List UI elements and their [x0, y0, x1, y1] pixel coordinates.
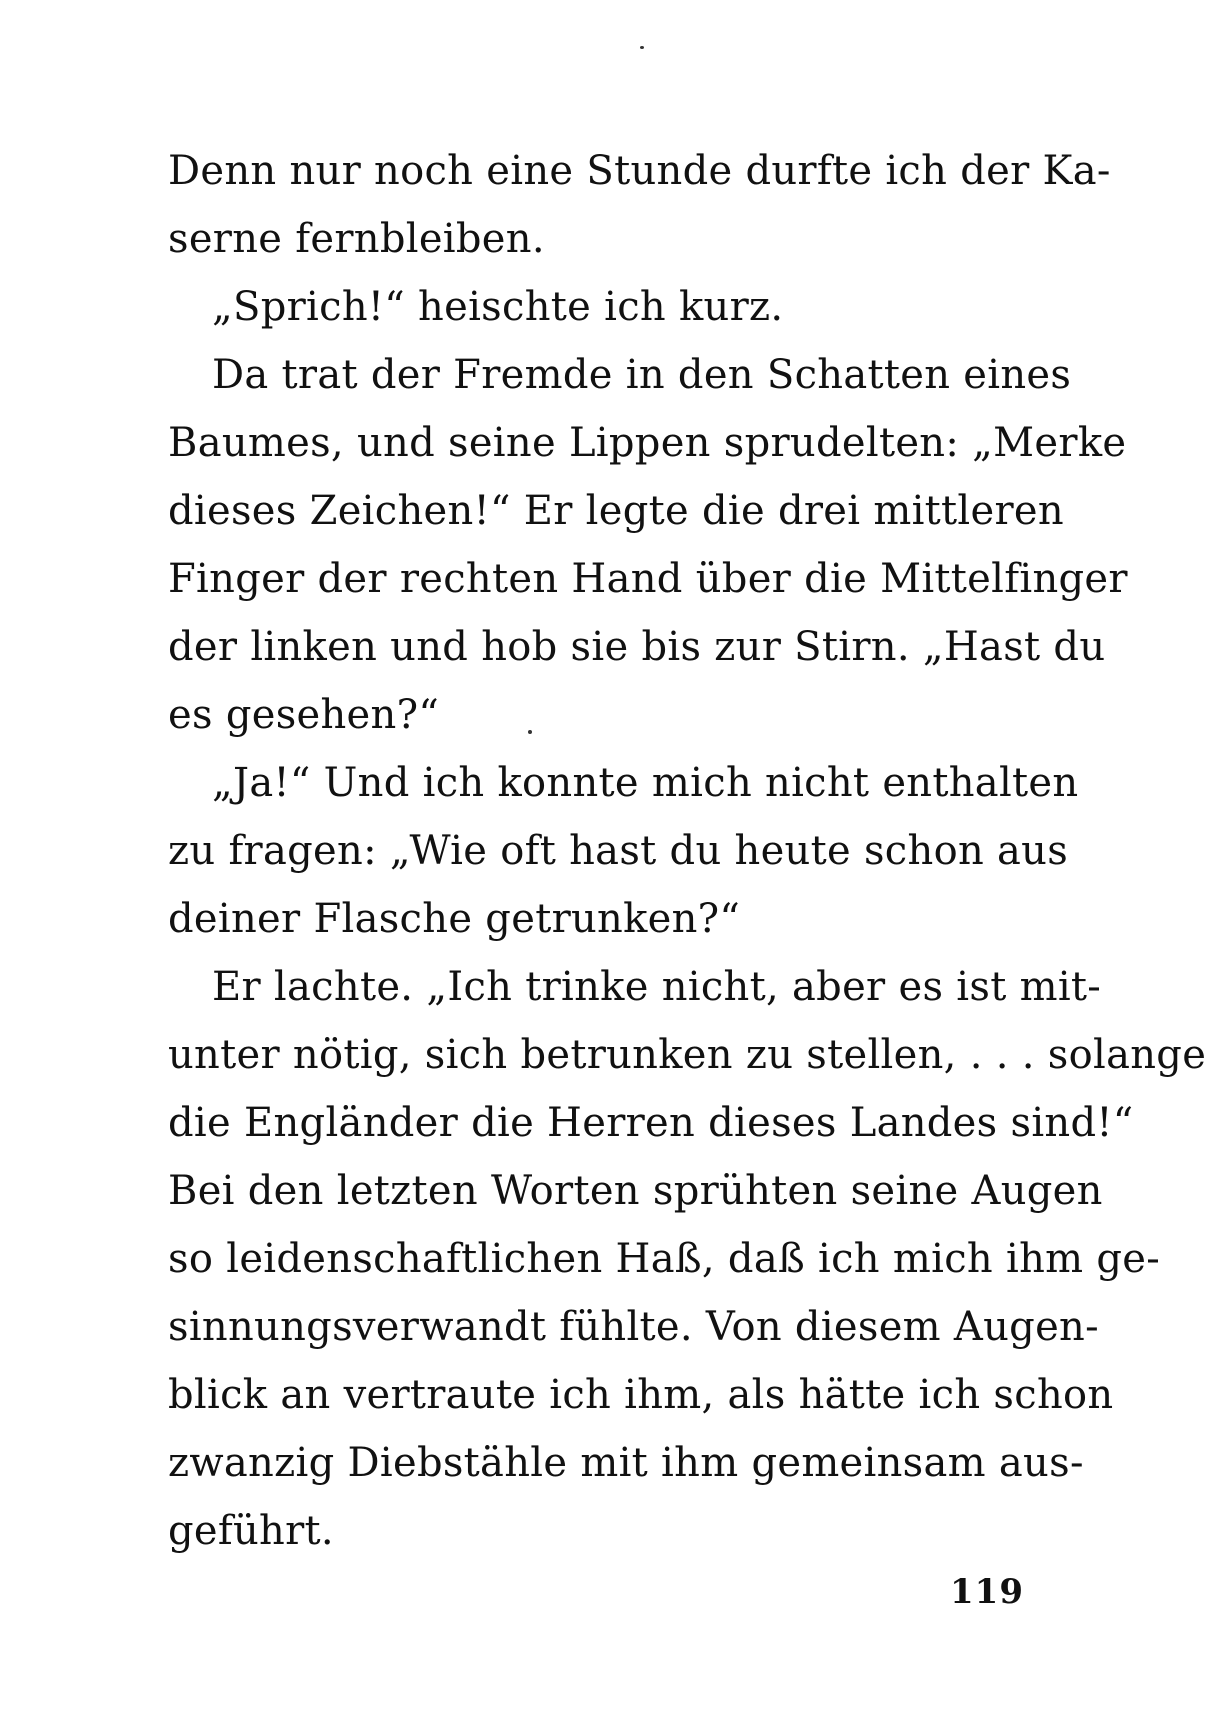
- text-line: Finger der rechten Hand über die Mittelfinger: [168, 556, 1128, 602]
- text-line: es gesehen?“: [168, 692, 440, 738]
- text-line: zu fragen: „Wie oft hast du heute schon aus: [168, 828, 1069, 874]
- text-line: „Ja!“ Und ich konnte mich nicht enthalten: [212, 760, 1079, 806]
- text-line: „Sprich!“ heischte ich kurz.: [212, 284, 784, 330]
- text-line: der linken und hob sie bis zur Stirn. „Hast du: [168, 624, 1106, 670]
- ink-speck: [640, 46, 644, 49]
- text-line: dieses Zeichen!“ Er legte die drei mittleren: [168, 488, 1064, 534]
- page-number: 119: [950, 1572, 1024, 1612]
- text-line: so leidenschaftlichen Haß, daß ich mich ihm ge-: [168, 1236, 1161, 1282]
- text-line: Bei den letzten Worten sprühten seine Augen: [168, 1168, 1103, 1214]
- text-line: Denn nur noch eine Stunde durfte ich der Ka-: [168, 148, 1111, 194]
- text-line: blick an vertraute ich ihm, als hätte ich schon: [168, 1372, 1114, 1418]
- body-text: [168, 137, 1207, 1565]
- text-line: geführt.: [168, 1508, 334, 1554]
- text-line: unter nötig, sich betrunken zu stellen, . . . solange: [168, 1032, 1207, 1078]
- text-line: die Engländer die Herren dieses Landes sind!“: [168, 1100, 1134, 1146]
- text-line: sinnungsverwandt fühlte. Von diesem Augen-: [168, 1304, 1099, 1350]
- text-line: Da trat der Fremde in den Schatten eines: [212, 352, 1072, 398]
- text-line: Baumes, und seine Lippen sprudelten: „Merke: [168, 420, 1127, 466]
- text-line: Er lachte. „Ich trinke nicht, aber es ist mit-: [212, 964, 1102, 1010]
- text-line: zwanzig Diebstähle mit ihm gemeinsam aus-: [168, 1440, 1084, 1486]
- text-line: deiner Flasche getrunken?“: [168, 896, 741, 942]
- text-line: serne fernbleiben.: [168, 216, 545, 262]
